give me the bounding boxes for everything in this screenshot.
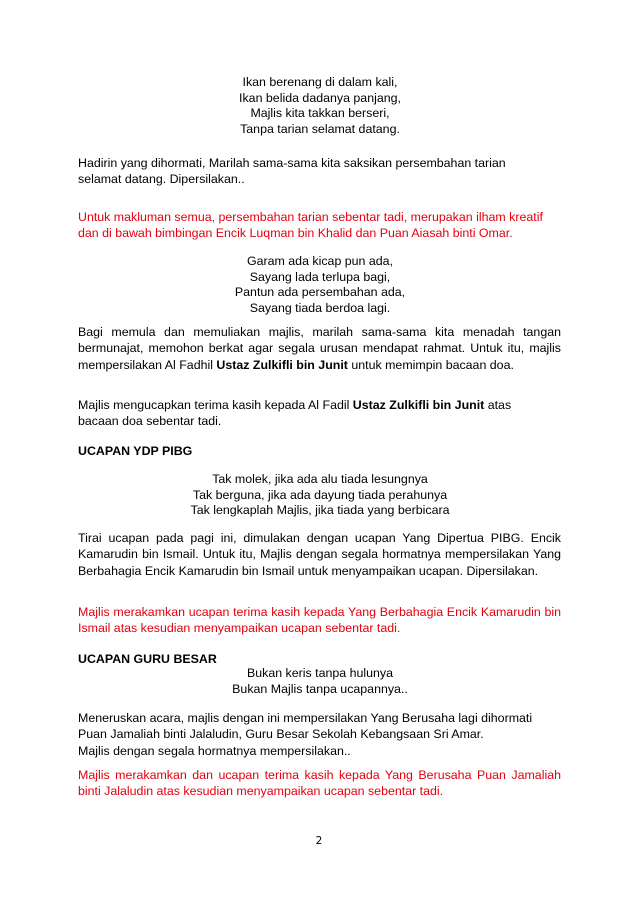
page-number: 2 — [315, 835, 323, 847]
paragraph-guru-thanks: Majlis merakamkan dan ucapan terima kasih kepada Yang Berusaha Puan Jamaliah binti Jalaludin atas kesudian menyampaikan ucapan sebentar tadi. — [78, 768, 561, 799]
pantun-line: Tak lengkaplah Majlis, jika tiada yang berbicara — [190, 503, 450, 518]
paragraph-welcome: Hadirin yang dihormati, Marilah sama-sama kita saksikan persembahan tarian selamat datang. Dipersilakan.. — [78, 156, 506, 187]
paragraph-doa-invite — [78, 324, 561, 373]
paragraph-pibg-invite: Tirai ucapan pada pagi ini, dimulakan dengan ucapan Yang Dipertua PIBG. Encik Kamarudin bin Ismail. Untuk itu, Majlis dengan segala hormatnya mempersilakan Yang Berbahagia Encik Kamarudin bin Ismail untuk menyampaikan ucapan. Dipersilakan. — [78, 531, 561, 578]
text-run: atas bacaan doa sebentar tadi. — [78, 398, 512, 429]
pantun-line: Bukan Majlis tanpa ucapannya.. — [232, 681, 408, 696]
pantun-line: Tanpa tarian selamat datang. — [240, 121, 400, 136]
speaker-name: Ustaz Zulkifli bin Junit — [216, 357, 348, 372]
paragraph-dance-note: Untuk makluman semua, persembahan tarian sebentar tadi, merupakan ilham kreatif dan di bawah bimbingan Encik Luqman bin Khalid dan Puan Aiasah binti Omar. — [78, 210, 543, 241]
pantun-opening — [200, 75, 440, 137]
text-line: Meneruskan acara, majlis dengan ini mempersilakan Yang Berusaha lagi dihormati — [78, 711, 533, 725]
pantun-pibg — [160, 472, 480, 519]
pantun-line: Garam ada kicap pun ada, — [246, 254, 394, 268]
pantun-line: Tak molek, jika ada alu tiada lesungnya — [212, 472, 428, 486]
section-heading-guru-besar: UCAPAN GURU BESAR — [78, 652, 217, 666]
paragraph-doa-thanks — [78, 397, 543, 430]
pantun-line: Majlis kita takkan berseri, — [250, 106, 390, 121]
text-run: Majlis mengucapkan terima kasih kepada Al Fadil — [78, 398, 353, 412]
pantun-line: Ikan berenang di dalam kali, — [242, 75, 398, 89]
text-run: untuk memimpin bacaan doa. — [347, 357, 514, 372]
pantun-line: Pantun ada persembahan ada, — [234, 285, 406, 300]
pantun-line: Ikan belida dadanya panjang, — [239, 90, 401, 105]
pantun-line: Sayang tiada berdoa lagi. — [249, 300, 391, 315]
pantun-doa — [200, 254, 440, 316]
paragraph-guru-invite — [78, 710, 561, 759]
pantun-line: Tak berguna, jika ada dayung tiada perahunya — [192, 487, 448, 502]
pantun-guru-besar — [200, 666, 440, 697]
section-heading-pibg: UCAPAN YDP PIBG — [78, 444, 193, 458]
pantun-line: Bukan keris tanpa hulunya — [246, 666, 394, 680]
paragraph-pibg-thanks: Majlis merakamkan ucapan terima kasih kepada Yang Berbahagia Encik Kamarudin bin Ismail atas kesudian menyampaikan ucapan sebentar tadi. — [78, 605, 561, 636]
text-run: Bagi memula dan memuliakan majlis, marilah sama-sama kita menadah tangan bermunajat, memohon berkat agar segala urusan mendapat rahmat. Untuk itu, majlis mempersilakan Al Fadhil — [78, 325, 561, 372]
speaker-name: Ustaz Zulkifli bin Junit — [352, 398, 485, 412]
pantun-line: Sayang lada terlupa bagi, — [249, 269, 391, 284]
text-line: Puan Jamaliah binti Jalaludin, Guru Besar Sekolah Kebangsaan Sri Amar. — [78, 727, 484, 742]
text-line: Majlis dengan segala hormatnya mempersilakan.. — [78, 743, 351, 758]
